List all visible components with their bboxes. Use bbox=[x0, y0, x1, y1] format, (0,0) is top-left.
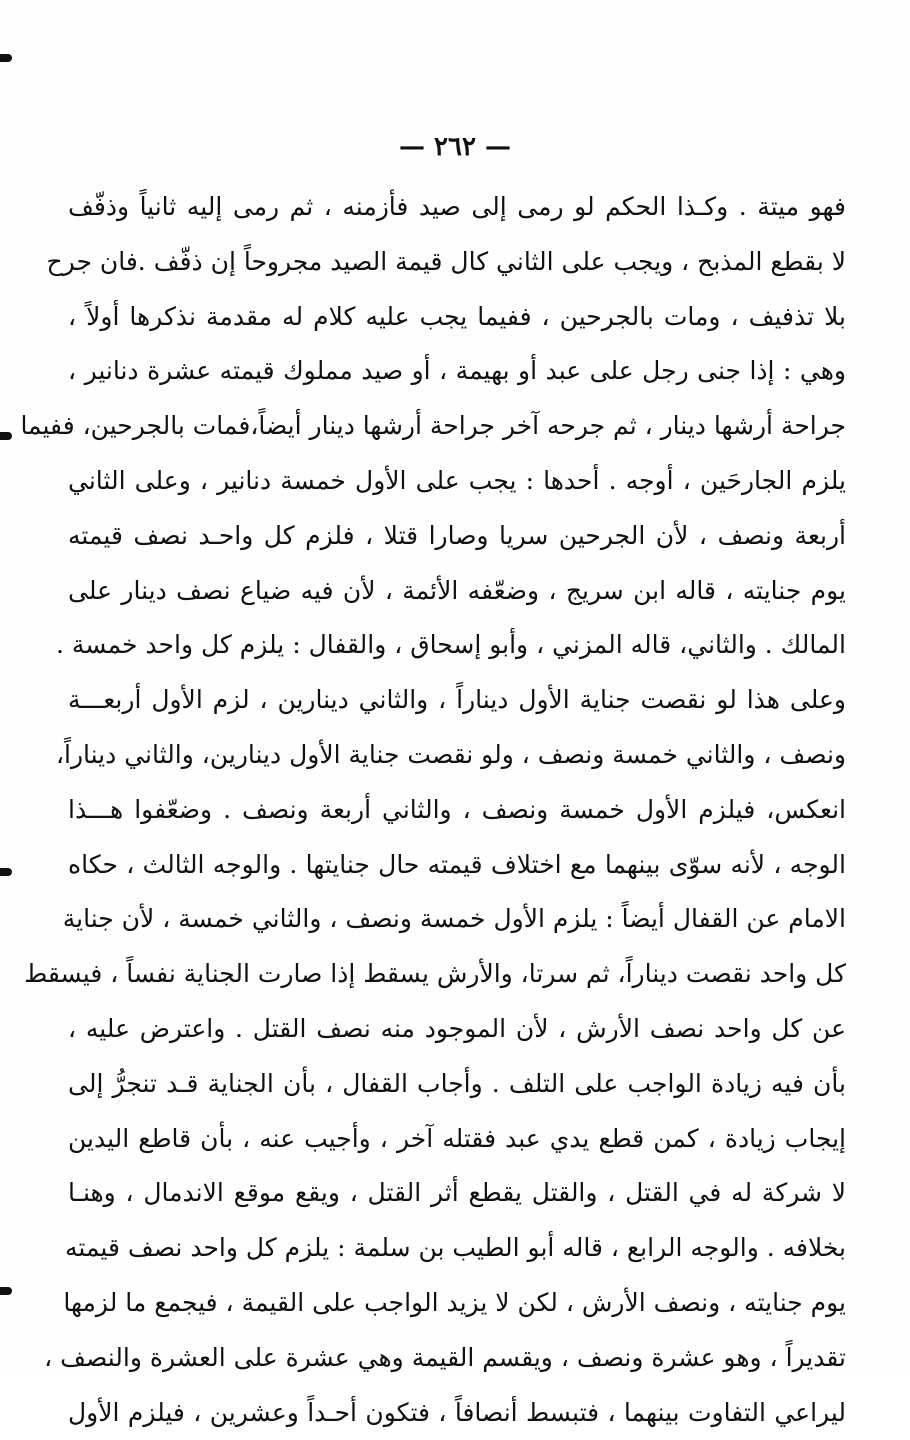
text-line: ليراعي التفاوت بينهما ، فتبسط أنصافاً ، فتكون أحـداً وعشرين ، فيلزم الأول bbox=[68, 1397, 846, 1427]
text-line: وهي : إذا جنى رجل على عبد أو بهيمة ، أو صيد مملوك قيمته عشرة دنانير ، bbox=[68, 356, 846, 386]
text-line: يلزم الجارحَين ، أوجه . أحدها : يجب على الأول خمسة دنانير ، وعلى الثاني bbox=[68, 465, 846, 495]
text-line: كل واحد نقصت ديناراً، ثم سرتا، والأرش يسقط إذا صارت الجناية نفساً ، فيسقط bbox=[24, 959, 846, 989]
text-line: لا بقطع المذبح ، ويجب على الثاني كال قيمة الصيد مجروحاً إن ذفّف .فان جرح bbox=[46, 246, 846, 276]
text-line: فهو ميتة . وكـذا الحكم لو رمى إلى صيد فأزمنه ، ثم رمى إليه ثانياً وذفّف bbox=[68, 192, 846, 221]
text-line: يوم جنايته ، قاله ابن سريج ، وضعّفه الأئمة ، لأن فيه ضياع نصف دينار على bbox=[68, 575, 846, 605]
text-line: الامام عن القفال أيضاً : يلزم الأول خمسة ونصف ، والثاني خمسة ، لأن جناية bbox=[62, 904, 846, 934]
text-line: الوجه ، لأنه سوّى بينهما مع اختلاف قيمته حال جنايتها . والوجه الثالث ، حكاه bbox=[68, 849, 846, 879]
text-line: لا شركة له في القتل ، والقتل يقطع أثر القتل ، ويقع موقع الاندمال ، وهنـا bbox=[68, 1178, 846, 1208]
page-edge-mark bbox=[0, 868, 12, 876]
text-line: بخلافه . والوجه الرابع ، قاله أبو الطيب بن سلمة : يلزم كل واحد نصف قيمته bbox=[65, 1233, 846, 1263]
text-line: المالك . والثاني، قاله المزني ، وأبو إسحاق ، والقفال : يلزم كل واحد خمسة . bbox=[55, 630, 846, 660]
text-line: بأن فيه زيادة الواجب على التلف . وأجاب القفال ، بأن الجناية قـد تنجرُّ إلى bbox=[68, 1068, 846, 1098]
page-edge-mark bbox=[0, 1287, 12, 1295]
text-line: وعلى هذا لو نقصت جناية الأول ديناراً ، والثاني دينارين ، لزم الأول أربعـــة bbox=[68, 685, 846, 715]
page-number: — ٢٦٢ — bbox=[398, 132, 512, 162]
page-edge-mark bbox=[0, 432, 12, 440]
page-edge-mark bbox=[0, 54, 12, 62]
text-line: انعكس، فيلزم الأول خمسة ونصف ، والثاني أربعة ونصف . وضعّفوا هـــذا bbox=[68, 794, 846, 824]
text-line: إيجاب زيادة ، كمن قطع يدي عبد فقتله آخر ، وأجيب عنه ، بأن قاطع اليدين bbox=[68, 1123, 846, 1153]
text-line: جراحة أرشها دينار ، ثم جرحه آخر جراحة أرشها دينار أيضاً،فمات بالجرحين، ففيما bbox=[20, 411, 846, 441]
body-text bbox=[20, 180, 846, 1440]
text-line: يوم جنايته ، ونصف الأرش ، لكن لا يزيد الواجب على القيمة ، فيجمع ما لزمها bbox=[63, 1287, 846, 1317]
text-line: عن كل واحد نصف الأرش ، لأن الموجود منه نصف القتل . واعترض عليه ، bbox=[68, 1013, 846, 1043]
text-line: ونصف ، والثاني خمسة ونصف ، ولو نقصت جناية الأول دينارين، والثاني ديناراً، bbox=[55, 739, 846, 769]
text-line: أربعة ونصف ، لأن الجرحين سريا وصارا قتلا ، فلزم كل واحـد نصف قيمته bbox=[68, 520, 846, 550]
text-line: بلا تذفيف ، ومات بالجرحين ، ففيما يجب عليه كلام له مقدمة نذكرها أولاً ، bbox=[68, 301, 846, 331]
text-line: تقديراً ، وهو عشرة ونصف ، ويقسم القيمة وهي عشرة على العشرة والنصف ، bbox=[44, 1342, 846, 1372]
